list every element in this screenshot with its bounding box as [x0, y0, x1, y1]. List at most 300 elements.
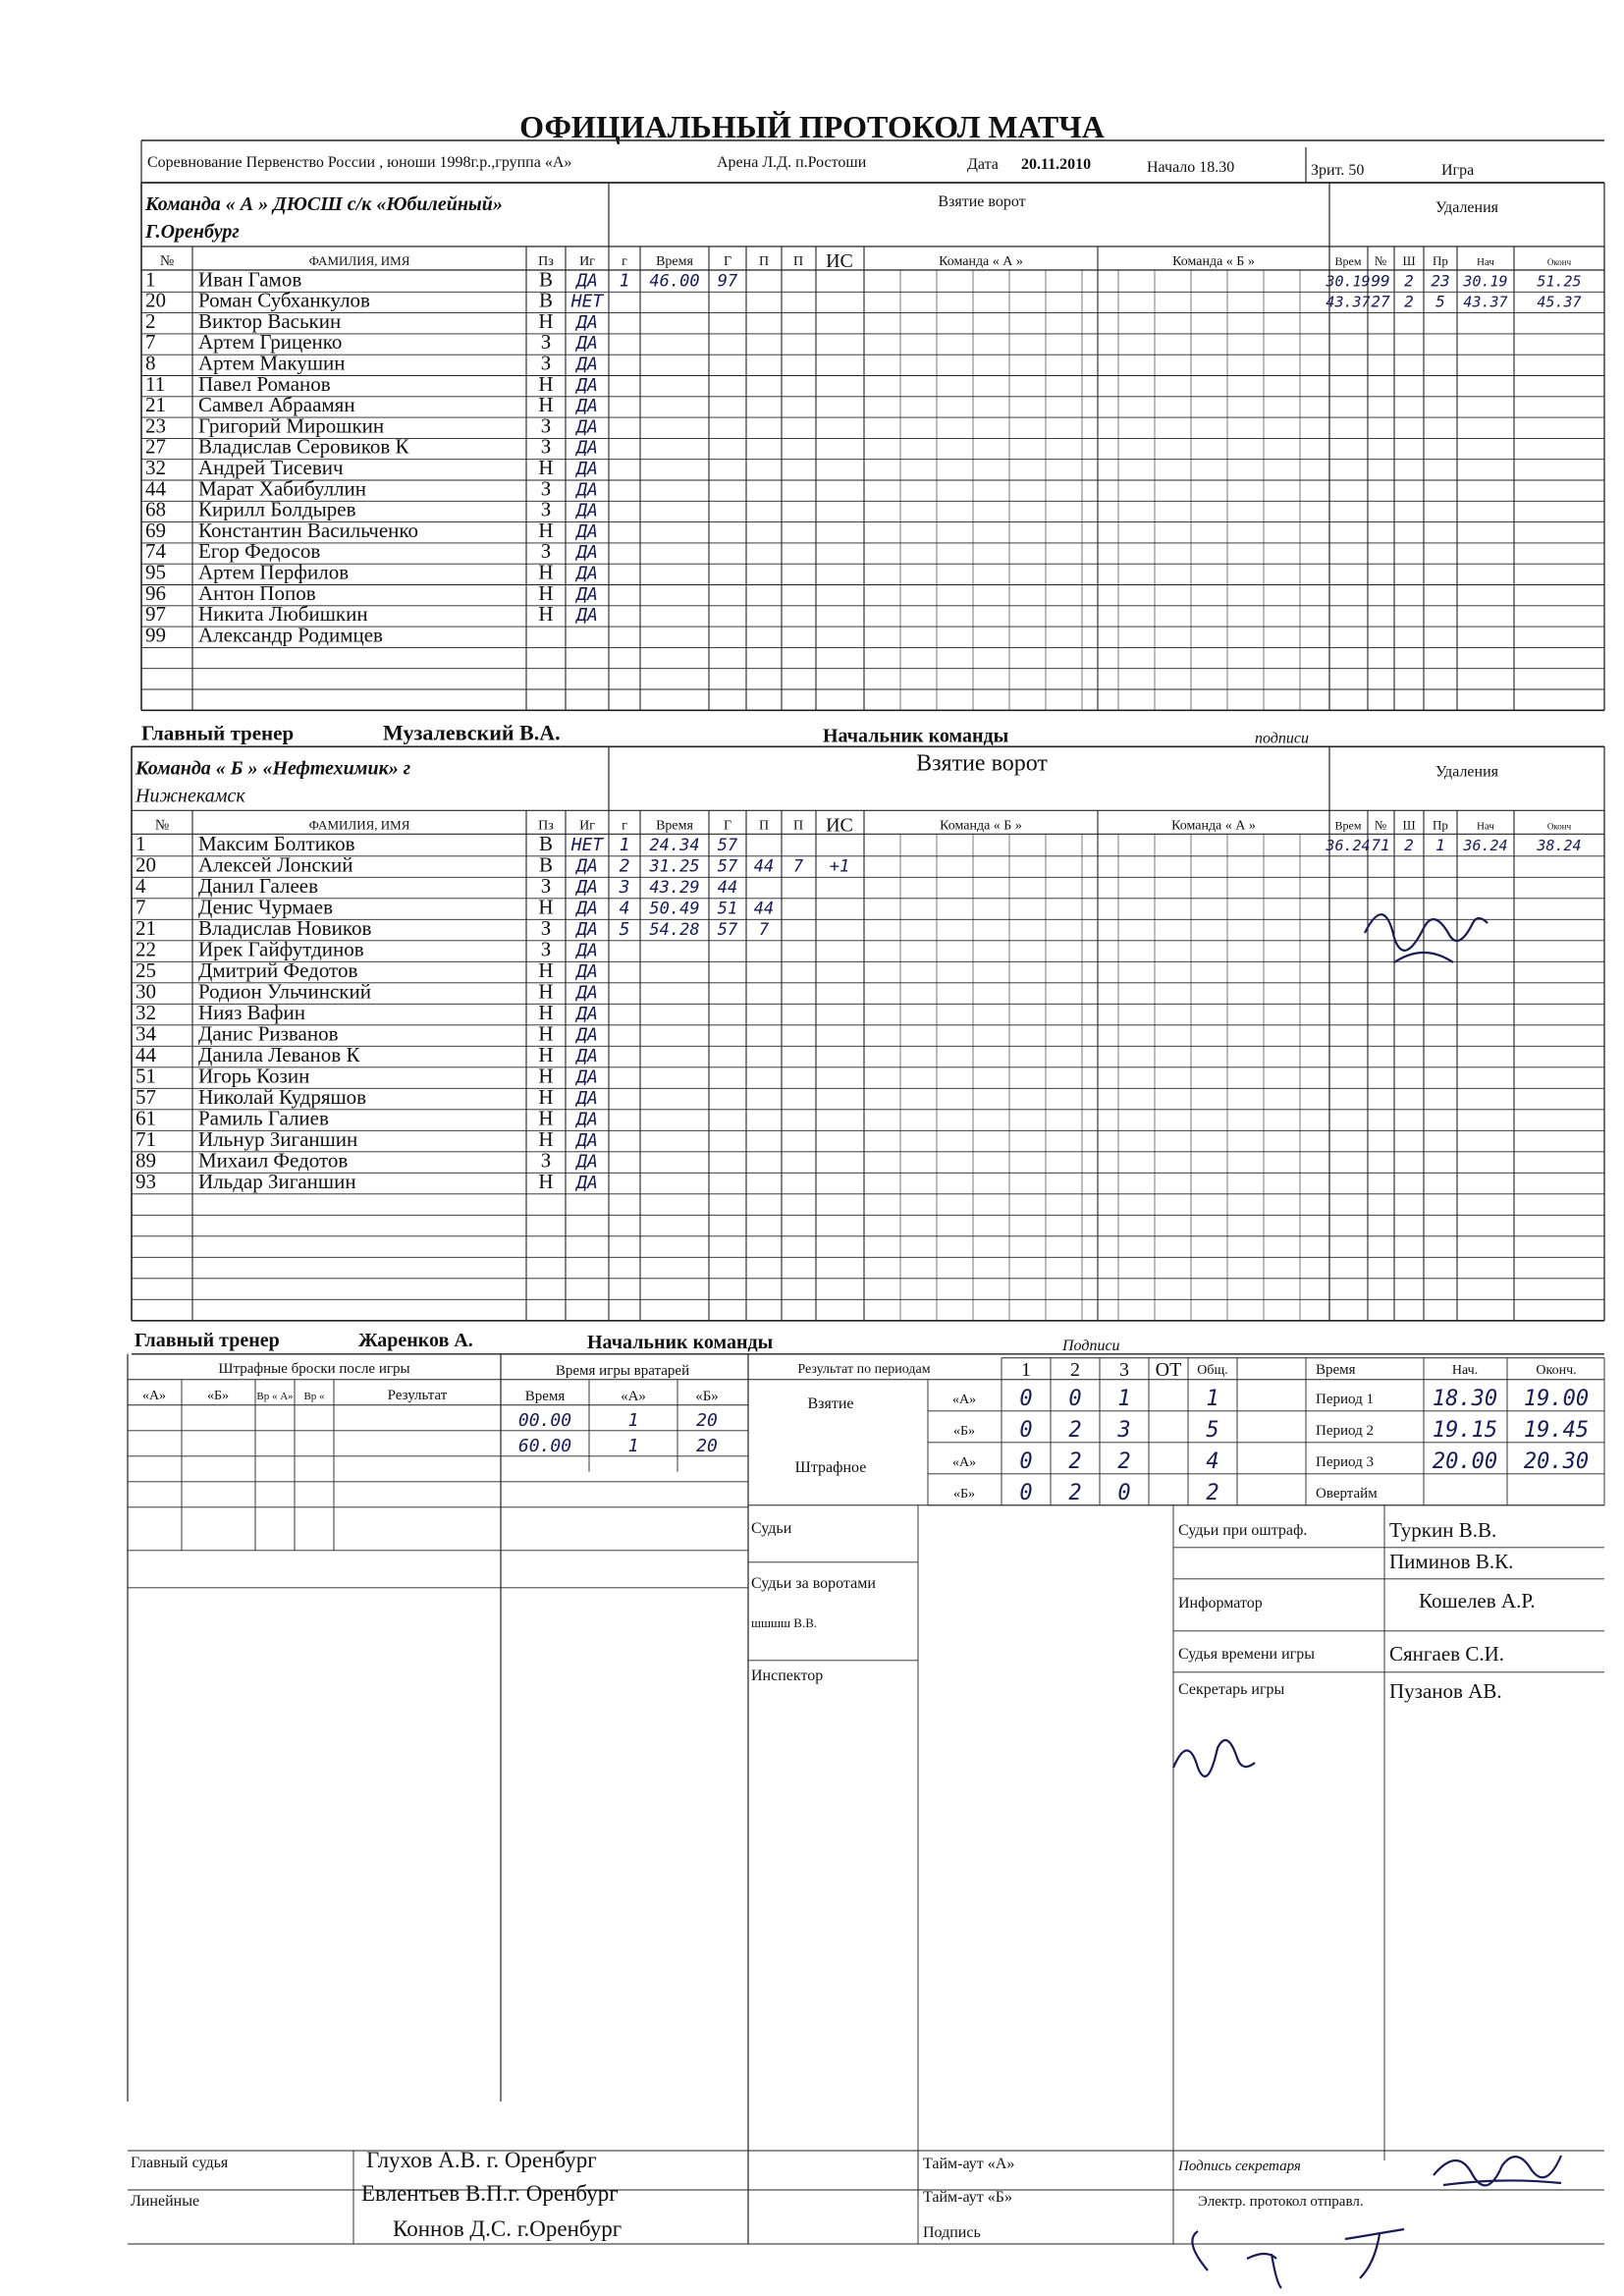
player-played: ДА	[576, 1109, 598, 1130]
period-name: Период 1	[1316, 1391, 1374, 1407]
col-P2: П	[792, 818, 804, 834]
player-number: 97	[145, 602, 166, 627]
col-pen-pr: Пр	[1433, 817, 1448, 833]
penalty-box-label: Судьи при оштраф.	[1178, 1521, 1308, 1539]
player-name: Алексей Лонский	[198, 852, 353, 877]
player-position: Н	[538, 371, 554, 396]
penalty-reason: 23	[1431, 271, 1450, 291]
col-pen-num: №	[1374, 817, 1387, 833]
player-number: 51	[135, 1064, 156, 1088]
period-3-header: 3	[1119, 1358, 1129, 1381]
player-played: ДА	[576, 500, 598, 521]
player-position: Н	[538, 602, 554, 627]
goals-header: Взятие ворот	[916, 750, 1048, 777]
period-start: 19.15	[1432, 1417, 1498, 1443]
player-played: ДА	[576, 479, 598, 501]
player-name: Роман Субханкулов	[198, 288, 370, 312]
player-number: 32	[145, 456, 166, 480]
game-label: Игра	[1441, 162, 1475, 179]
period-score: 0	[1019, 1417, 1033, 1443]
team-title: Команда « А » ДЮСШ с/к «Юбилейный»	[145, 193, 503, 215]
col-g: г	[622, 818, 627, 834]
period-score: 2	[1068, 1480, 1082, 1505]
periods-label: Результат по периодам	[797, 1361, 931, 1377]
team-chief-label: Начальник команды	[823, 725, 1009, 747]
player-name: Антон Попов	[198, 580, 316, 605]
player-name: Ильдар Зиганшин	[198, 1169, 356, 1193]
player-position: Н	[538, 1126, 554, 1151]
period-name: Период 3	[1316, 1453, 1374, 1470]
goal-scorer: 57	[717, 835, 738, 855]
main-referee: Глухов А.В. г. Оренбург	[366, 2148, 597, 2172]
col-pen-time: Врем	[1334, 818, 1362, 833]
period-name: Овертайм	[1316, 1485, 1378, 1502]
timeout-b-label: Тайм-аут «Б»	[923, 2189, 1012, 2206]
player-number: 30	[135, 979, 156, 1004]
goal-number: 5	[619, 918, 630, 940]
col-opp-team: Команда « Б »	[1172, 254, 1255, 269]
player-name: Виктор Васькин	[198, 308, 342, 333]
player-name: Данис Ризванов	[198, 1021, 339, 1046]
player-played: ДА	[576, 333, 598, 355]
player-played: ДА	[576, 1045, 598, 1066]
player-number: 93	[135, 1169, 156, 1193]
player-position: З	[540, 539, 552, 564]
goal-assist-2: 7	[792, 856, 804, 877]
player-played: ДА	[576, 542, 598, 564]
player-position: З	[540, 476, 552, 501]
gk-time-label: Время игры вратарей	[555, 1362, 690, 1379]
period-2-header: 2	[1070, 1358, 1080, 1381]
player-number: 1	[145, 267, 156, 292]
goal-scorer: 97	[717, 271, 738, 292]
player-name: Кирилл Болдырев	[198, 497, 356, 521]
goal-scorer: 44	[717, 877, 738, 898]
player-name: Артем Макушин	[198, 351, 346, 375]
col-IS: ИС	[826, 250, 853, 272]
player-position: Н	[538, 308, 554, 333]
shootout-col-a: «А»	[141, 1388, 167, 1403]
player-number: 22	[135, 937, 156, 961]
player-number: 21	[135, 915, 156, 940]
period-score: 0	[1019, 1386, 1033, 1411]
player-played: ДА	[576, 1087, 598, 1109]
col-pen-start: Нач	[1477, 256, 1494, 268]
penalty-reason: 5	[1435, 292, 1445, 311]
player-played: ДА	[576, 898, 598, 919]
player-position: Н	[538, 1042, 554, 1066]
gk-time: 00.00	[517, 1409, 572, 1431]
goal-time: 50.49	[649, 899, 700, 919]
player-name: Николай Кудряшов	[198, 1084, 367, 1109]
period-start: 20.00	[1432, 1449, 1498, 1474]
competition-name: Соревнование Первенство России , юноши 1998г.р.,группа «А»	[147, 154, 572, 171]
col-opp-team: Команда « А »	[1171, 818, 1256, 834]
player-number: 74	[145, 539, 166, 564]
penalty-time: 36.24	[1326, 836, 1371, 854]
col-pos: Пз	[538, 254, 554, 269]
col-num: №	[159, 253, 175, 269]
informer: Кошелев А.Р.	[1419, 1588, 1536, 1613]
goal-judges-cut: шшшш В.В.	[751, 1614, 818, 1630]
col-pen-end: Оконч	[1546, 821, 1572, 832]
head-coach-b: Жаренков А.	[358, 1329, 473, 1351]
player-number: 21	[145, 393, 166, 417]
date-label: Дата	[967, 156, 999, 173]
gk-b: 20	[696, 1409, 718, 1431]
player-number: 11	[145, 371, 166, 396]
period-end: 19.00	[1523, 1386, 1590, 1411]
player-position: Н	[538, 895, 554, 919]
player-number: 8	[145, 351, 156, 375]
player-position: З	[540, 873, 552, 898]
team-chief-label: Начальник команды	[587, 1331, 774, 1353]
player-name: Артем Перфилов	[198, 560, 350, 584]
player-played: ДА	[576, 354, 598, 375]
overtime-header: ОТ	[1155, 1358, 1182, 1381]
player-position: Н	[538, 456, 554, 480]
gk-a: 1	[627, 1409, 639, 1431]
goal-scorer: 57	[717, 919, 738, 940]
secretary-label: Секретарь игры	[1178, 1680, 1285, 1698]
player-position: З	[540, 330, 552, 355]
player-position: Н	[538, 1169, 554, 1193]
player-position: Н	[538, 393, 554, 417]
player-number: 95	[145, 560, 166, 584]
player-name: Денис Чурмаев	[198, 895, 333, 919]
player-played: ДА	[576, 311, 598, 333]
player-position: З	[540, 434, 552, 459]
page-title: ОФИЦИАЛЬНЫЙ ПРОТОКОЛ МАТЧА	[519, 109, 1105, 144]
penalty-end: 38.24	[1537, 836, 1582, 854]
shootout-col-vra: Вр « А»	[256, 1390, 294, 1402]
timekeeper: Сянгаев С.И.	[1389, 1641, 1504, 1666]
goal-situation: +1	[829, 856, 850, 877]
period-score: 0	[1068, 1386, 1082, 1411]
player-played: ДА	[576, 374, 598, 396]
goal-scorer: 57	[717, 856, 738, 877]
head-coach-label: Главный тренер	[141, 721, 295, 745]
player-position: Н	[538, 580, 554, 605]
player-played: ДА	[576, 918, 598, 940]
player-played: ДА	[576, 270, 598, 292]
col-pen-sh: Ш	[1402, 253, 1416, 268]
period-score: 1	[1206, 1386, 1219, 1411]
player-number: 2	[145, 308, 156, 333]
player-number: 68	[145, 497, 166, 521]
period-score: 2	[1068, 1417, 1082, 1443]
player-position: З	[540, 1148, 552, 1173]
player-name: Егор Федосов	[198, 539, 321, 564]
col-P1: П	[758, 254, 770, 269]
penalty-time: 30.19	[1326, 272, 1371, 291]
signature-secretary	[1434, 2156, 1561, 2185]
col-P1: П	[758, 818, 770, 834]
player-name: Ирек Гайфутдинов	[198, 937, 364, 961]
player-name: Самвел Абраамян	[198, 393, 355, 417]
player-position: В	[538, 267, 554, 292]
team-title: Команда « Б » «Нефтехимик» г	[135, 757, 411, 780]
gk-b: 20	[696, 1435, 718, 1456]
player-number: 27	[145, 434, 166, 459]
player-played: ДА	[576, 563, 598, 584]
timekeeper-label: Судья времени игры	[1178, 1645, 1315, 1663]
player-number: 69	[145, 518, 166, 542]
period-score: 5	[1206, 1417, 1219, 1443]
player-name: Владислав Серовиков К	[198, 434, 409, 459]
penalty-minutes: 2	[1404, 271, 1414, 291]
player-name: Родион Ульчинский	[198, 979, 371, 1004]
goals-row-label: Взятие	[807, 1394, 854, 1412]
period-score: 2	[1068, 1449, 1082, 1474]
player-played: НЕТ	[570, 291, 604, 312]
period-score: 2	[1117, 1449, 1131, 1474]
col-played: Иг	[579, 254, 595, 269]
match-date: 20.11.2010	[1021, 156, 1092, 173]
signatures-label: Подписи	[1062, 1337, 1120, 1354]
player-position: Н	[538, 1084, 554, 1109]
col-P2: П	[792, 254, 804, 269]
player-number: 44	[135, 1042, 156, 1066]
player-number: 61	[135, 1106, 156, 1130]
player-number: 32	[135, 1000, 156, 1024]
shootout-label: Штрафные броски после игры	[218, 1360, 410, 1377]
informer-label: Информатор	[1178, 1594, 1263, 1612]
gk-a: 1	[627, 1435, 639, 1456]
goal-time: 43.29	[649, 877, 700, 898]
player-position: В	[538, 288, 554, 312]
total-header: Общ.	[1197, 1362, 1228, 1378]
penalty-start: 36.24	[1463, 836, 1508, 854]
inspector-label: Инспектор	[751, 1667, 824, 1684]
player-played: ДА	[576, 1151, 598, 1173]
team-row-label: «Б»	[952, 1423, 976, 1439]
col-pos: Пз	[538, 818, 554, 834]
shootout-col-vrb: Вр «	[303, 1390, 325, 1402]
player-played: ДА	[576, 1172, 598, 1193]
col-played: Иг	[579, 818, 595, 834]
col-pen-pr: Пр	[1433, 253, 1448, 268]
player-name: Павел Романов	[198, 371, 331, 396]
team-row-label: «А»	[951, 1392, 977, 1407]
player-name: Ильнур Зиганшин	[198, 1126, 358, 1151]
period-score: 1	[1117, 1386, 1131, 1411]
goals-header: Взятие ворот	[938, 193, 1026, 210]
signature-team-b	[1173, 1740, 1255, 1777]
player-name: Рамиль Галиев	[198, 1106, 329, 1130]
penalty-start: 43.37	[1463, 293, 1508, 311]
protocol-sent-label: Электр. протокол отправл.	[1198, 2194, 1364, 2210]
player-position: З	[540, 937, 552, 961]
col-pen-num: №	[1374, 253, 1387, 268]
col-own-team: Команда « Б »	[940, 818, 1022, 834]
referees-label: Судьи	[751, 1519, 792, 1537]
penalty-minutes: 2	[1404, 292, 1414, 311]
col-name: ФАМИЛИЯ, ИМЯ	[308, 817, 410, 833]
player-number: 71	[135, 1126, 156, 1151]
penalties-header: Удаления	[1435, 763, 1499, 781]
end-header: Оконч.	[1536, 1362, 1577, 1378]
penalty-minutes: 2	[1404, 835, 1414, 854]
goal-time: 31.25	[649, 856, 700, 877]
penalty-time: 43.37	[1326, 293, 1371, 311]
period-score: 0	[1019, 1480, 1033, 1505]
period-score: 0	[1117, 1480, 1131, 1505]
penalty-player: 27	[1371, 292, 1390, 311]
period-score: 2	[1206, 1480, 1219, 1505]
team-city: Нижнекамск	[135, 785, 245, 807]
col-pen-end: Оконч	[1546, 257, 1572, 267]
goal-assist-1: 44	[753, 899, 775, 919]
player-position: Н	[538, 957, 554, 982]
player-name: Михаил Федотов	[198, 1148, 349, 1173]
col-g: г	[622, 254, 627, 269]
signature-team-a	[1365, 914, 1488, 962]
period-score: 0	[1019, 1449, 1033, 1474]
penalty-player: 71	[1371, 835, 1390, 854]
player-name: Григорий Мирошкин	[198, 413, 385, 438]
linesman-1: Евлентьев В.П.г. Оренбург	[361, 2181, 619, 2206]
team-city: Г.Оренбург	[145, 221, 240, 243]
col-pen-time: Врем	[1334, 254, 1362, 268]
player-number: 23	[145, 413, 166, 438]
player-position: Н	[538, 518, 554, 542]
team-row-label: «А»	[951, 1454, 977, 1470]
timeout-a-label: Тайм-аут «А»	[923, 2156, 1015, 2172]
player-played: ДА	[576, 416, 598, 438]
player-name: Нияз Вафин	[198, 1000, 306, 1024]
player-position: Н	[538, 1000, 554, 1024]
player-played: ДА	[576, 605, 598, 627]
player-name: Марат Хабибуллин	[198, 476, 367, 501]
start-header: Нач.	[1451, 1362, 1479, 1378]
player-played: ДА	[576, 1129, 598, 1151]
goal-number: 1	[619, 270, 630, 292]
linesmen-label: Линейные	[131, 2193, 200, 2210]
player-number: 99	[145, 623, 166, 647]
player-name: Данил Галеев	[198, 873, 319, 898]
player-position: З	[540, 497, 552, 521]
player-position: Н	[538, 1021, 554, 1046]
player-played: ДА	[576, 1003, 598, 1024]
start-time: Начало 18.30	[1147, 159, 1235, 176]
col-own-team: Команда « А »	[939, 254, 1023, 269]
player-name: Андрей Тисевич	[198, 456, 344, 480]
player-number: 20	[135, 852, 156, 877]
player-name: Игорь Козин	[198, 1064, 310, 1088]
goal-scorer: 51	[717, 899, 738, 919]
col-time: Время	[656, 254, 693, 269]
player-number: 89	[135, 1148, 156, 1173]
player-number: 96	[145, 580, 166, 605]
player-position: З	[540, 915, 552, 940]
period-1-header: 1	[1021, 1358, 1031, 1381]
col-time: Время	[656, 818, 693, 834]
signature-label: Подпись	[923, 2224, 981, 2241]
player-number: 44	[145, 476, 166, 501]
period-score: 4	[1206, 1449, 1219, 1474]
player-played: ДА	[576, 960, 598, 982]
penalty-row-label: Штрафное	[794, 1458, 867, 1476]
goal-assist-1: 44	[753, 856, 775, 877]
penalty-end: 45.37	[1537, 293, 1582, 311]
gk-col-time: Время	[524, 1388, 566, 1404]
col-G: Г	[723, 254, 732, 269]
player-position: Н	[538, 560, 554, 584]
team-row-label: «Б»	[952, 1486, 976, 1502]
shootout-col-b: «Б»	[206, 1388, 230, 1403]
goal-time: 46.00	[649, 271, 700, 292]
player-position: З	[540, 413, 552, 438]
player-position: З	[540, 351, 552, 375]
player-played: ДА	[576, 982, 598, 1004]
goal-judges-label: Судьи за воротами	[751, 1574, 876, 1592]
player-number: 4	[135, 873, 146, 898]
player-position: В	[538, 852, 554, 877]
player-number: 7	[145, 330, 156, 355]
player-played: ДА	[576, 520, 598, 542]
goal-number: 1	[619, 834, 630, 855]
penalty-player: 99	[1371, 271, 1390, 291]
main-referee-label: Главный судья	[131, 2155, 229, 2171]
goal-number: 2	[619, 855, 630, 877]
period-end: 19.45	[1523, 1417, 1590, 1443]
player-played: ДА	[576, 459, 598, 480]
player-played: ДА	[576, 1024, 598, 1046]
col-G: Г	[723, 818, 732, 834]
player-number: 25	[135, 957, 156, 982]
player-number: 57	[135, 1084, 156, 1109]
player-played: ДА	[576, 583, 598, 605]
player-name: Иван Гамов	[198, 267, 302, 292]
player-name: Максим Болтиков	[198, 831, 355, 855]
player-name: Артем Гриценко	[198, 330, 343, 355]
period-name: Период 2	[1316, 1422, 1374, 1439]
signature-bottom	[1192, 2229, 1404, 2288]
col-pen-sh: Ш	[1402, 817, 1416, 833]
period-start: 18.30	[1432, 1386, 1498, 1411]
player-number: 1	[135, 831, 146, 855]
goal-number: 4	[619, 898, 630, 919]
penalty-reason: 1	[1435, 835, 1445, 854]
player-name: Дмитрий Федотов	[198, 957, 358, 982]
player-played: ДА	[576, 876, 598, 898]
player-position: Н	[538, 1064, 554, 1088]
player-name: Данила Леванов К	[198, 1042, 360, 1066]
player-played: НЕТ	[570, 834, 604, 855]
penalty-start: 30.19	[1463, 272, 1508, 291]
penalty-box-judge-1: Туркин В.В.	[1389, 1517, 1497, 1542]
shootout-col-result: Результат	[387, 1387, 448, 1403]
player-played: ДА	[576, 437, 598, 459]
gk-time: 60.00	[517, 1435, 572, 1456]
col-IS: ИС	[826, 814, 853, 837]
head-coach-label: Главный тренер	[135, 1329, 280, 1351]
player-number: 34	[135, 1021, 156, 1046]
col-num: №	[154, 817, 170, 834]
spectators: Зрит. 50	[1311, 162, 1365, 179]
period-score: 3	[1117, 1417, 1131, 1443]
player-number: 20	[145, 288, 166, 312]
player-played: ДА	[576, 940, 598, 961]
player-position: Н	[538, 1106, 554, 1130]
player-name: Владислав Новиков	[198, 915, 372, 940]
time-header: Время	[1316, 1361, 1356, 1378]
arena: Арена Л.Д. п.Ростоши	[717, 154, 867, 171]
goal-number: 3	[619, 876, 630, 898]
player-name: Никита Любишкин	[198, 602, 368, 627]
linesman-2: Коннов Д.С. г.Оренбург	[393, 2216, 623, 2241]
